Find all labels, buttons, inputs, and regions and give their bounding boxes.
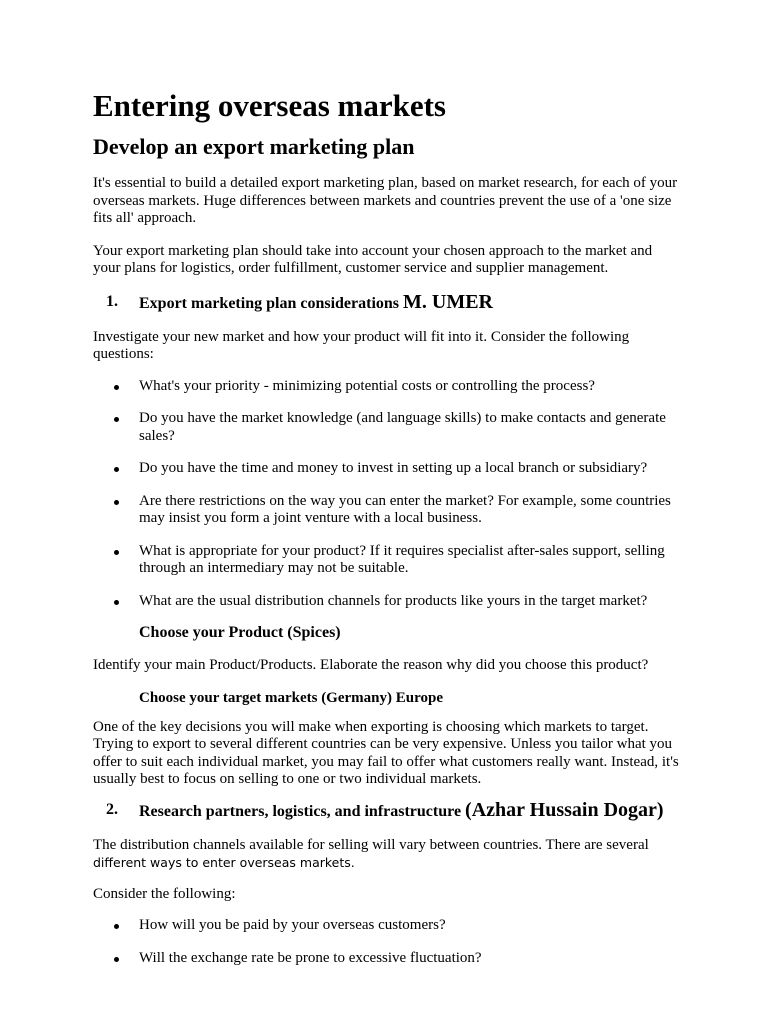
section-1-title: Export marketing plan considerations xyxy=(139,294,400,312)
list-item: What are the usual distribution channels for products like yours in the target market? xyxy=(93,593,683,611)
subheading-product: Choose your Product (Spices) xyxy=(139,624,341,641)
section-1-heading xyxy=(93,292,683,314)
paragraph-product: Identify your main Product/Products. Elaborate the reason why did you choose this product? xyxy=(93,657,649,673)
consider-list xyxy=(93,917,683,967)
document-title: Entering overseas markets xyxy=(93,88,446,123)
document-subtitle: Develop an export marketing plan xyxy=(93,134,415,159)
section-1-number: 1. xyxy=(106,292,118,310)
section-2-title: Research partners, logistics, and infrastructure xyxy=(139,802,462,820)
list-item: Do you have the market knowledge (and language skills) to make contacts and generate sales? xyxy=(93,410,683,445)
section-2-author: (Azhar Hussain Dogar) xyxy=(465,798,664,821)
section-2-heading xyxy=(93,799,683,823)
list-item: Will the exchange rate be prone to excessive fluctuation? xyxy=(93,950,683,968)
bullet-icon xyxy=(93,543,139,578)
list-item: What's your priority - minimizing potential costs or controlling the process? xyxy=(93,378,683,396)
bullet-icon xyxy=(93,593,139,611)
section-2-number: 2. xyxy=(106,800,118,818)
paragraph-distribution: The distribution channels available for selling will vary between countries. There are several different ways to enter overseas markets. xyxy=(93,836,649,870)
paragraph-investigate: Investigate your new market and how your product will fit into it. Consider the following questions: xyxy=(93,328,630,362)
list-item: Are there restrictions on the way you can enter the market? For example, some countries may insist you form a joint venture with a local business. xyxy=(93,493,683,528)
list-item: What is appropriate for your product? If it requires specialist after-sales support, selling through an intermediary may not be suitable. xyxy=(93,543,683,578)
paragraph-intro: It's essential to build a detailed export marketing plan, based on market research, for each of your overseas markets. Huge differences between markets and countries prevent the use of a 'one size fits all' approach. xyxy=(93,175,678,226)
bullet-icon xyxy=(93,460,139,478)
section-1-author: M. UMER xyxy=(403,290,493,313)
subheading-target-markets: Choose your target markets (Germany) Europe xyxy=(139,689,443,706)
bullet-icon xyxy=(93,378,139,396)
list-item: Do you have the time and money to invest in setting up a local branch or subsidiary? xyxy=(93,460,683,478)
bullet-icon xyxy=(93,917,139,935)
bullet-icon xyxy=(93,410,139,445)
bullet-icon xyxy=(93,493,139,528)
questions-list xyxy=(93,378,683,611)
entry-methods-link[interactable]: different ways to enter overseas markets. xyxy=(93,855,355,870)
paragraph-plan: Your export marketing plan should take into account your chosen approach to the market and your plans for logistics, order fulfillment, customer service and supplier management. xyxy=(93,242,653,276)
paragraph-target-markets: One of the key decisions you will make when exporting is choosing which markets to target. Trying to export to several different countries can be very expensive. Unless you tailor what you offer to suit each individual market, you may fail to offer what customers really want. Instead, it's usually best to focus on selling to one or two individual markets. xyxy=(93,718,679,787)
document-page xyxy=(93,88,683,967)
bullet-icon xyxy=(93,950,139,968)
paragraph-consider: Consider the following: xyxy=(93,885,236,902)
list-item: How will you be paid by your overseas customers? xyxy=(93,917,683,935)
